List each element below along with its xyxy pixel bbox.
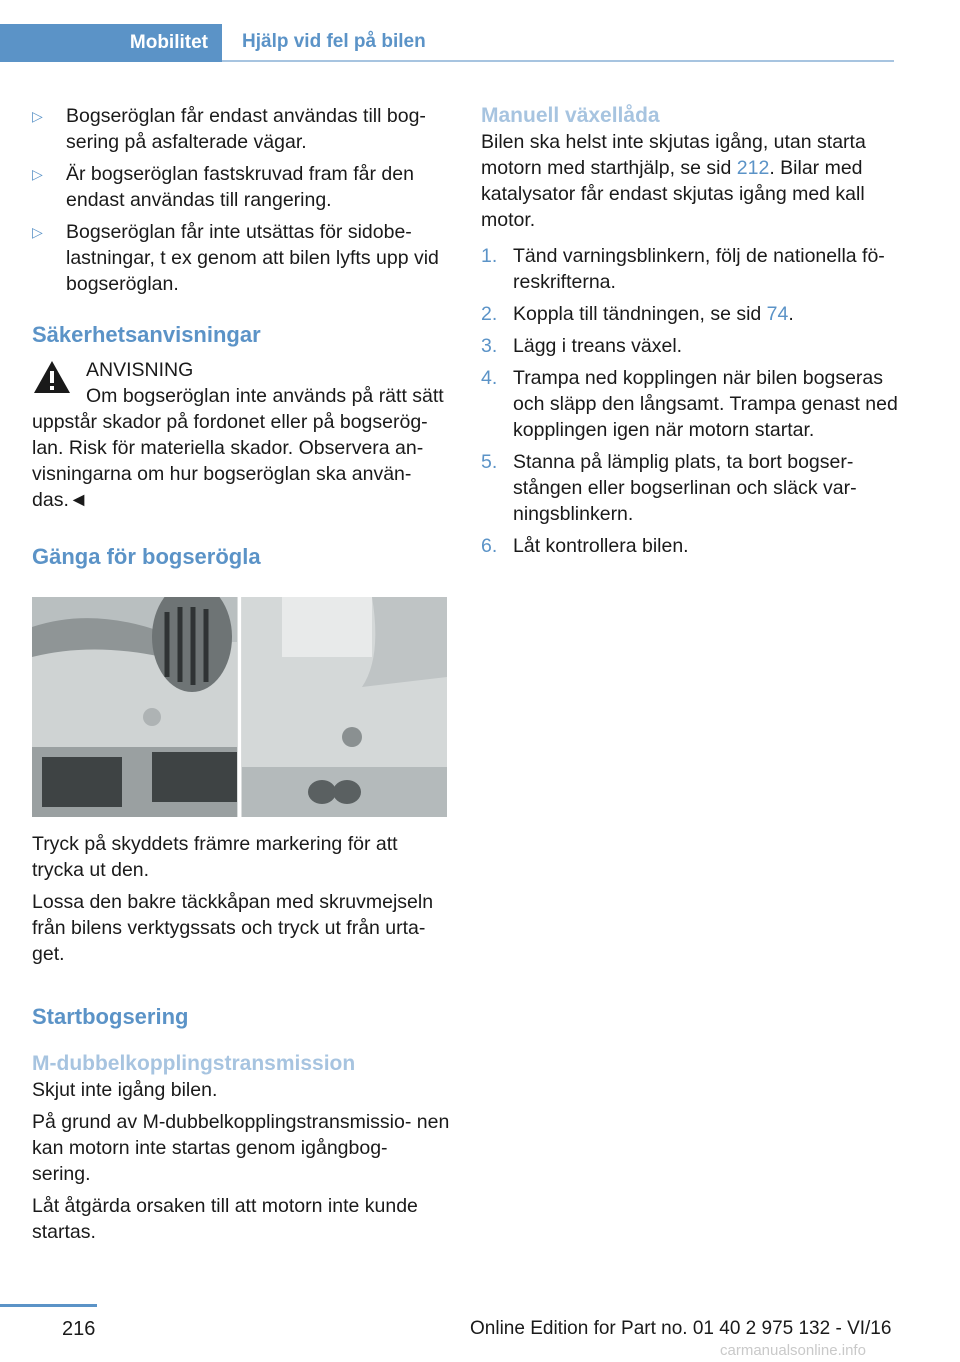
manual-intro: Bilen ska helst inte skjutas igång, utan starta motorn med starthjälp, se sid 212. Bilar med katalysator får endast skjutas igång med kall motor.: [481, 131, 866, 231]
tow-eye-thread-image: [32, 597, 447, 817]
page-link-212[interactable]: 212: [736, 157, 770, 179]
header-section-title: Hjälp vid fel på bilen: [222, 24, 894, 62]
triangle-bullet-icon: ▷: [32, 108, 43, 124]
list-item: ▷ Bogseröglan får endast användas till bog- sering på asfalterade vägar.: [32, 105, 426, 153]
mdkg-paragraph-3: Låt åtgärda orsaken till att motorn inte kunde startas.: [32, 1195, 418, 1243]
manual-gearbox-heading: Manuell växellåda: [481, 104, 660, 127]
warning-text: Om bogseröglan inte används på rätt sätt uppstår skador på fordonet eller på bogserög- lan. Risk för materiella skador. Observera an- visningarna om hur bogseröglan ska använ- das.◄: [32, 385, 444, 511]
list-item: 6. Låt kontrollera bilen.: [481, 535, 689, 557]
thread-paragraph-2: Lossa den bakre täckkåpan med skruvmejseln från bilens verktygssats och tryck ut från urta- get.: [32, 891, 434, 965]
watermark: carmanualsonline.info: [720, 1342, 866, 1359]
page-link-74[interactable]: 74: [766, 303, 789, 325]
list-item: ▷ Bogseröglan får inte utsättas för sidobe- lastningar, t ex genom att bilen lyfts upp vid bogseröglan.: [32, 221, 439, 295]
footer-accent-line: [0, 1304, 97, 1307]
list-item: ▷ Är bogseröglan fastskruvad fram får den endast användas till rangering.: [32, 163, 414, 211]
list-item: 1. Tänd varningsblinkern, följ de nationella fö- reskrifterna.: [481, 245, 885, 293]
edition-text: Online Edition for Part no. 01 40 2 975 132 - VI/16: [470, 1318, 892, 1339]
header-tab-mobilitet: Mobilitet: [0, 24, 222, 62]
list-item: 2. Koppla till tändningen, se sid 74.: [481, 303, 794, 325]
left-column: [32, 103, 450, 1251]
list-item: 5. Stanna på lämplig plats, ta bort bogser- stången eller bogserlinan och släck var- ningsblinkern.: [481, 451, 857, 525]
safety-heading: Säkerhetsanvisningar: [32, 322, 261, 347]
triangle-bullet-icon: ▷: [32, 166, 43, 182]
mdkg-heading: M-dubbelkopplingstransmission: [32, 1052, 356, 1075]
thread-heading: Gänga för bogserögla: [32, 544, 261, 569]
page-number: 216: [62, 1318, 96, 1340]
car-front-rear-illustration: [32, 597, 447, 817]
start-towing-heading: Startbogsering: [32, 1004, 189, 1029]
right-column: [481, 103, 899, 565]
thread-paragraph-1: Tryck på skyddets främre markering för att trycka ut den.: [32, 833, 398, 881]
warning-icon: [32, 359, 72, 395]
triangle-bullet-icon: ▷: [32, 224, 43, 240]
list-item: 3. Lägg i treans växel.: [481, 335, 683, 357]
mdkg-paragraph-1: Skjut inte igång bilen.: [32, 1079, 218, 1101]
warning-block: [32, 357, 450, 513]
warning-title: ANVISNING: [86, 359, 194, 381]
list-item: 4. Trampa ned kopplingen när bilen bogseras och släpp den långsamt. Trampa genast ned kopplingen igen när motorn startar.: [481, 367, 898, 441]
mdkg-paragraph-2: På grund av M-dubbelkopplingstransmissio- nen kan motorn inte startas genom igångbog- sering.: [32, 1111, 450, 1185]
